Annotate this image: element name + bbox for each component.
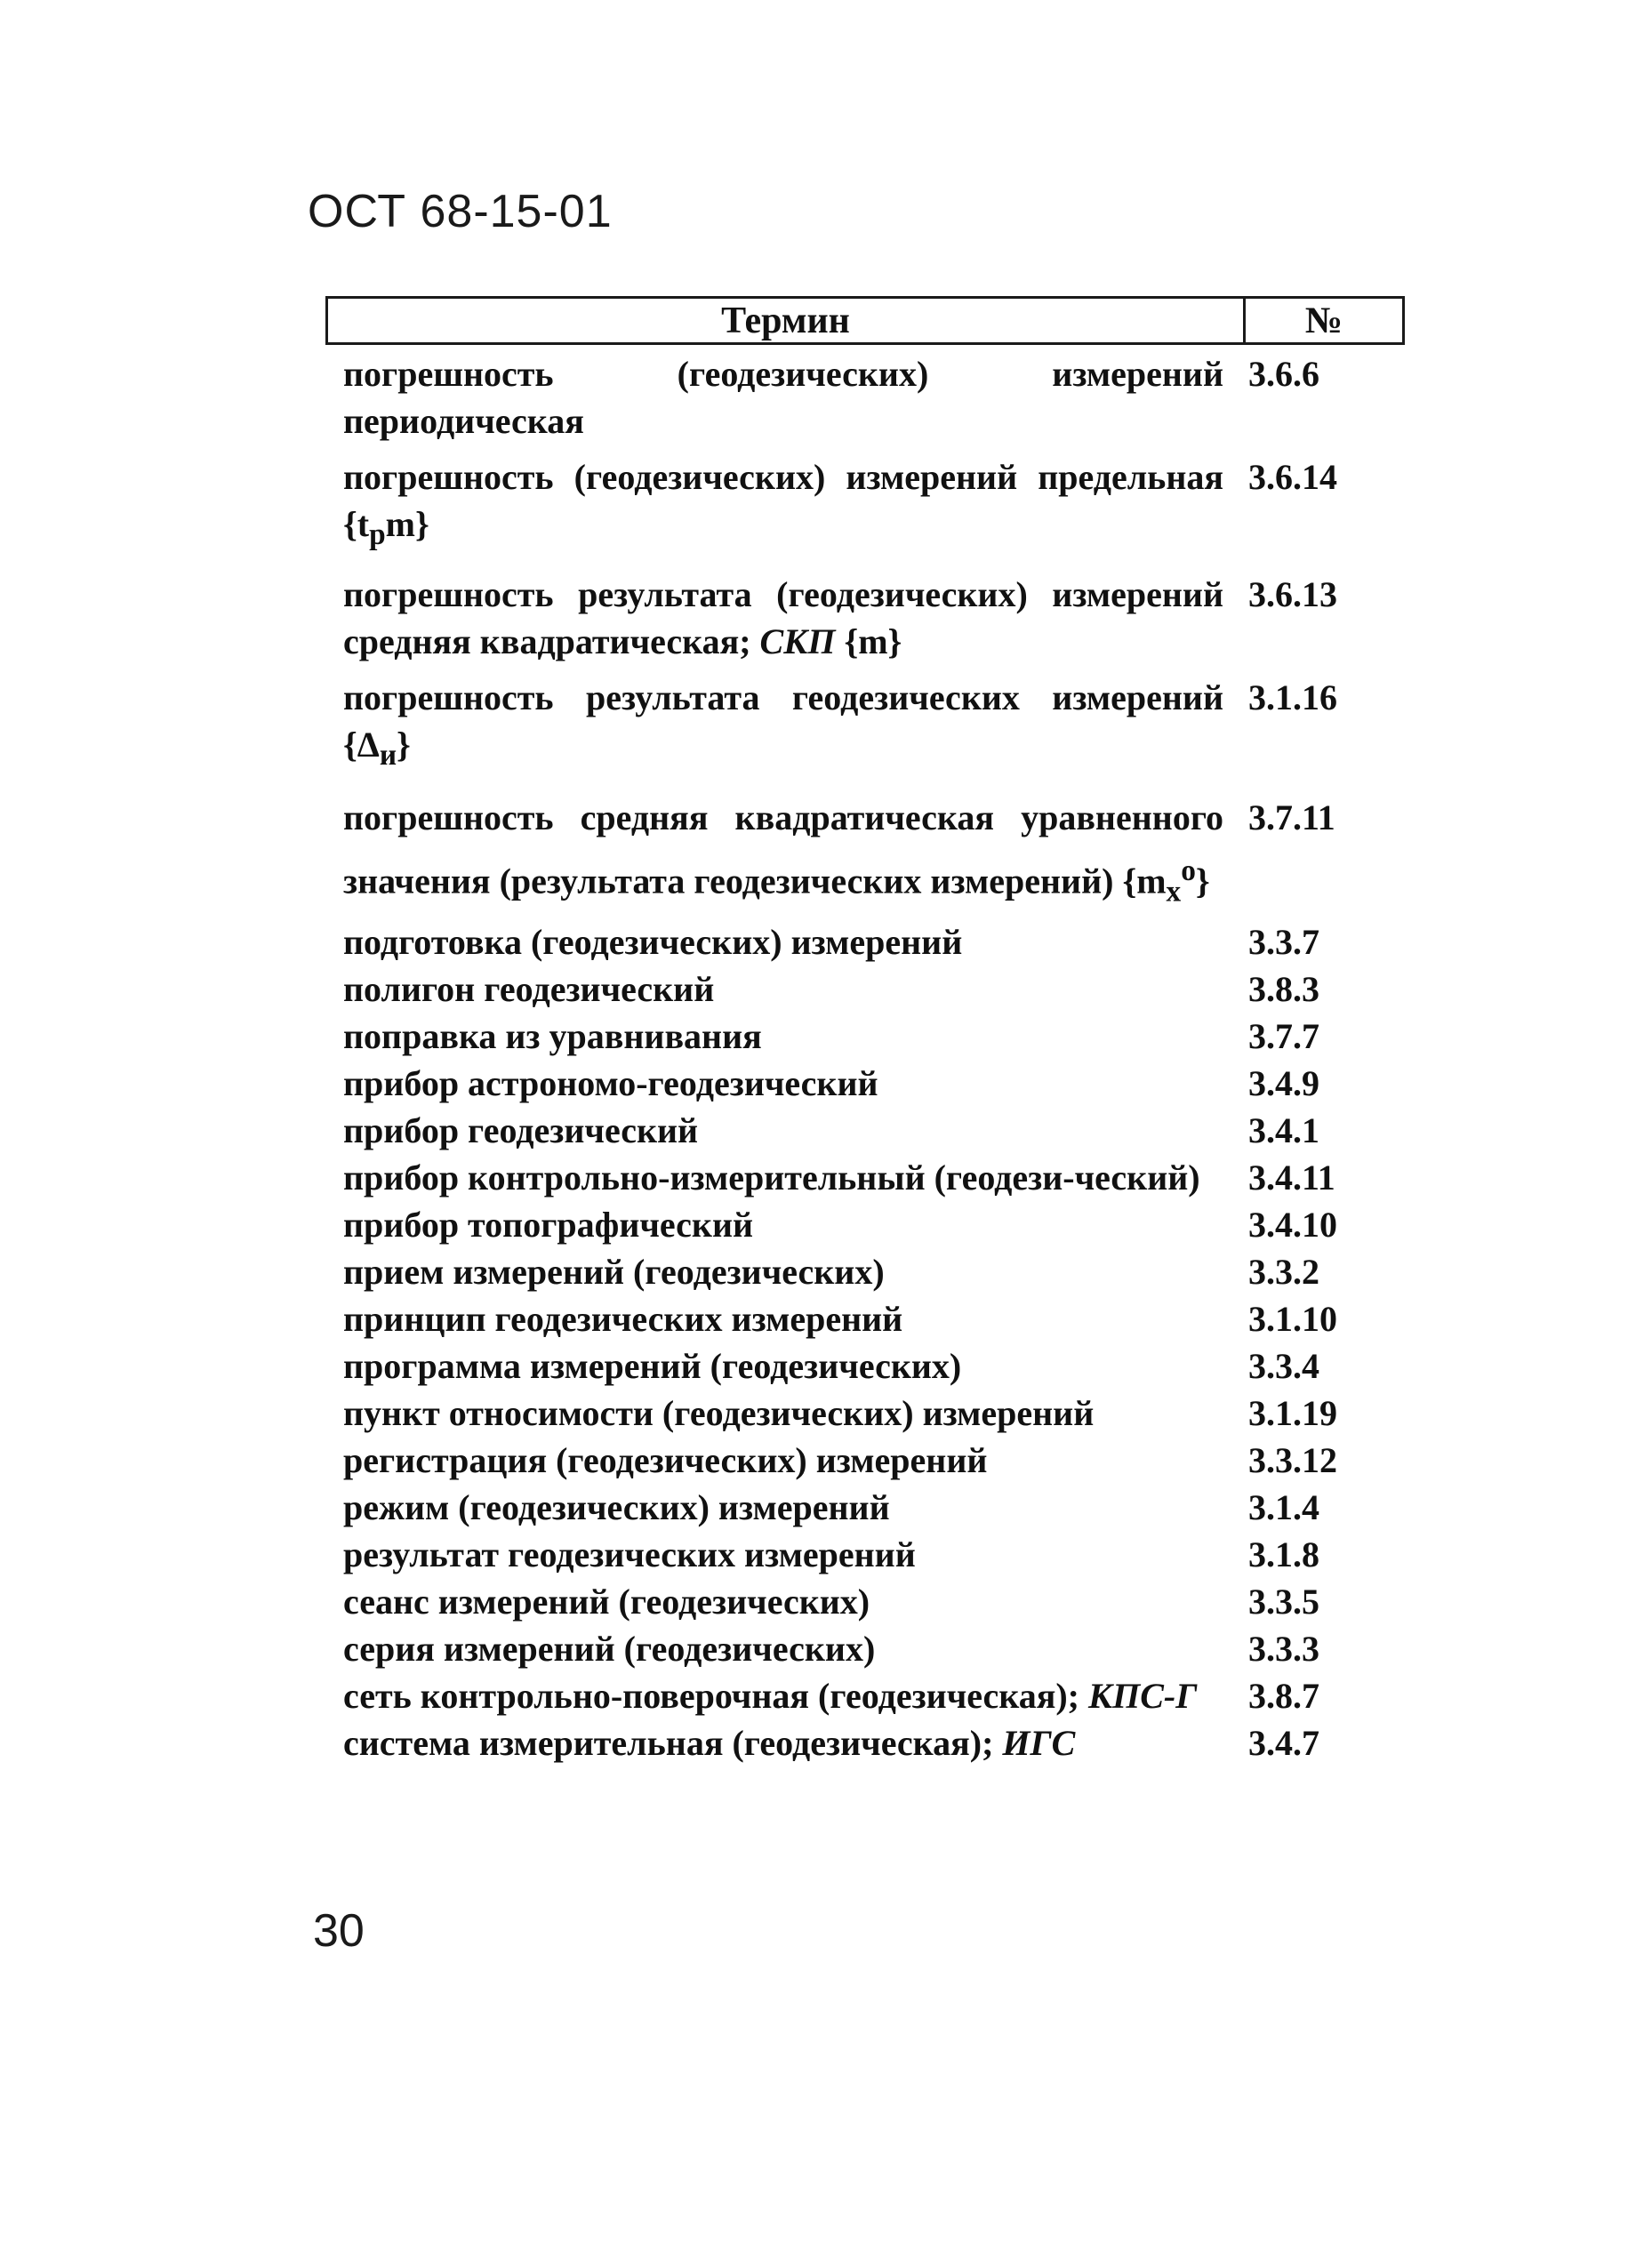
term-cell: прибор топографический <box>343 1205 754 1246</box>
number-cell: 3.8.3 <box>1248 969 1319 1010</box>
term-cell: погрешность средняя квадратическая уравненного значения (результата геодезических измерений) $\{m_x^o\}$ <box>343 797 1223 909</box>
number-cell: 3.1.4 <box>1248 1487 1319 1528</box>
table-row <box>343 791 1410 918</box>
table-row <box>343 1060 1410 1107</box>
table-row <box>343 1484 1410 1531</box>
table-row <box>343 1390 1410 1437</box>
table-row <box>343 1154 1410 1201</box>
table-row <box>343 1107 1410 1154</box>
table-row <box>343 1719 1410 1766</box>
term-cell: погрешность результата (геодезических) измерений средняя квадратическая; СКП {m} <box>343 574 1223 661</box>
term-cell: подготовка (геодезических) измерений <box>343 922 963 963</box>
table-row <box>343 1201 1410 1248</box>
number-cell: 3.3.5 <box>1248 1582 1319 1622</box>
number-cell: 3.1.10 <box>1248 1299 1337 1340</box>
term-cell: погрешность (геодезических) измерений предельная $\{t_pm\}$ <box>343 457 1223 551</box>
table-row <box>343 918 1410 965</box>
table-header <box>325 296 1405 345</box>
number-cell: 3.4.10 <box>1248 1205 1337 1246</box>
table-row <box>343 1437 1410 1484</box>
term-column-header: Термин <box>328 299 1246 342</box>
number-cell: 3.4.7 <box>1248 1723 1319 1764</box>
term-cell: пункт относимости (геодезических) измерений <box>343 1393 1095 1434</box>
term-cell: результат геодезических измерений <box>343 1534 916 1575</box>
number-cell: 3.7.11 <box>1248 797 1335 837</box>
term-cell: регистрация (геодезических) измерений <box>343 1440 988 1481</box>
page-number: 30 <box>313 1905 365 1957</box>
number-cell: 3.4.11 <box>1248 1158 1335 1198</box>
number-cell: 3.3.7 <box>1248 922 1319 963</box>
number-cell: 3.3.3 <box>1248 1629 1319 1670</box>
term-cell: сеанс измерений (геодезических) <box>343 1582 870 1622</box>
number-cell: 3.6.6 <box>1248 354 1319 394</box>
table-row <box>343 350 1410 445</box>
table-row <box>343 453 1410 558</box>
table-row <box>343 571 1410 665</box>
term-cell: режим (геодезических) измерений <box>343 1487 890 1528</box>
number-cell: 3.1.8 <box>1248 1534 1319 1575</box>
number-cell: 3.4.9 <box>1248 1063 1319 1104</box>
term-cell: сеть контрольно-поверочная (геодезическая); КПС-Г <box>343 1676 1198 1717</box>
number-cell: 3.1.19 <box>1248 1393 1337 1434</box>
table-row <box>343 1295 1410 1342</box>
term-cell: прибор контрольно-измерительный (геодези-ческий) <box>343 1158 1200 1198</box>
table-row <box>343 1248 1410 1295</box>
table-row <box>343 1013 1410 1060</box>
table-row <box>343 1672 1410 1719</box>
terms-table-body <box>343 350 1410 1766</box>
table-row <box>343 1531 1410 1578</box>
table-row <box>343 1342 1410 1390</box>
term-cell: полигон геодезический <box>343 969 715 1010</box>
table-row <box>343 1625 1410 1672</box>
number-cell: 3.8.7 <box>1248 1676 1319 1717</box>
table-row <box>343 674 1410 779</box>
document-header: ОСТ 68-15-01 <box>308 186 613 237</box>
number-cell: 3.6.14 <box>1248 457 1337 497</box>
number-cell: 3.7.7 <box>1248 1016 1319 1057</box>
term-cell: прием измерений (геодезических) <box>343 1252 885 1293</box>
term-cell: прибор астрономо-геодезический <box>343 1063 878 1104</box>
number-cell: 3.3.2 <box>1248 1252 1319 1293</box>
number-cell: 3.3.12 <box>1248 1440 1337 1481</box>
number-cell: 3.4.1 <box>1248 1110 1319 1151</box>
term-cell: программа измерений (геодезических) <box>343 1346 962 1387</box>
term-cell: принцип геодезических измерений <box>343 1299 903 1340</box>
term-cell: серия измерений (геодезических) <box>343 1629 876 1670</box>
table-row <box>343 965 1410 1013</box>
term-cell: погрешность (геодезических) измерений периодическая <box>343 354 1223 441</box>
number-cell: 3.6.13 <box>1248 574 1337 614</box>
term-cell: погрешность результата геодезических измерений $\{\Delta_и\}$ <box>343 677 1223 772</box>
number-cell: 3.3.4 <box>1248 1346 1319 1387</box>
number-column-header: № <box>1304 300 1343 341</box>
number-cell: 3.1.16 <box>1248 677 1337 717</box>
table-row <box>343 1578 1410 1625</box>
term-cell: прибор геодезический <box>343 1110 699 1151</box>
term-cell: поправка из уравнивания <box>343 1016 762 1057</box>
term-cell: система измерительная (геодезическая); ИГС <box>343 1723 1076 1764</box>
